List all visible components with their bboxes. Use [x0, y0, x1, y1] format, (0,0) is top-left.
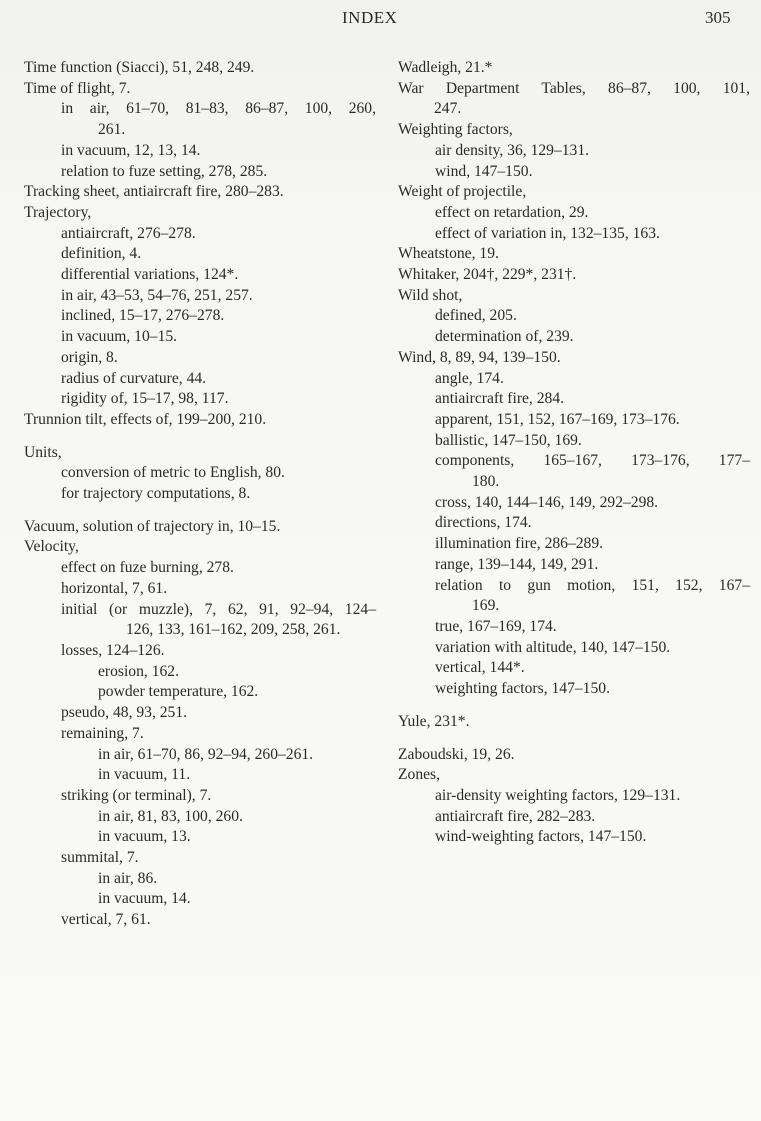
- entry-text: Time function (Siacci), 51, 248, 249.: [24, 59, 255, 76]
- entry-text: relation to fuze setting, 278, 285.: [61, 162, 268, 180]
- entry-text: Time of flight, 7.: [24, 79, 131, 97]
- entry-text: Wadleigh, 21.*: [398, 59, 493, 76]
- entry-text: inclined, 15–17, 276–278.: [61, 307, 225, 325]
- index-column-right: [398, 58, 750, 848]
- entry-text: illumination fire, 286–289.: [435, 535, 604, 553]
- index-entry-main: [398, 244, 750, 265]
- index-subentry: [24, 641, 376, 662]
- index-entry-main: [24, 517, 376, 538]
- index-entry-continuation: [398, 596, 750, 617]
- entry-text: Tracking sheet, antiaircraft fire, 280–283.: [24, 183, 284, 201]
- index-subentry: [24, 484, 376, 505]
- entry-text: origin, 8.: [61, 348, 118, 366]
- entry-text: 126, 133, 161–162, 209, 258, 261.: [126, 621, 341, 639]
- index-subentry: [398, 451, 750, 472]
- entry-text: Vacuum, solution of trajectory in, 10–15.: [24, 517, 281, 535]
- index-subentry: [398, 162, 750, 183]
- index-entry-main: [24, 410, 376, 431]
- entry-text: in vacuum, 12, 13, 14.: [61, 141, 201, 159]
- entry-text: cross, 140, 144–146, 149, 292–298.: [435, 493, 659, 511]
- index-subentry: [398, 513, 750, 534]
- entry-text: Zones,: [398, 766, 441, 784]
- index-entry-continuation: [24, 120, 376, 141]
- entry-text: Wheatstone, 19.: [398, 245, 499, 263]
- entry-text: defined, 205.: [435, 307, 517, 325]
- entry-text: initial (or muzzle), 7, 62, 91, 92–94, 124–: [61, 600, 376, 618]
- index-subentry: [24, 348, 376, 369]
- index-subentry: [398, 327, 750, 348]
- entry-text: ballistic, 147–150, 169.: [435, 431, 582, 449]
- index-entry-main: [24, 537, 376, 558]
- index-subsubentry: [24, 662, 376, 683]
- section-gap: [398, 733, 750, 745]
- entry-text: wind-weighting factors, 147–150.: [435, 828, 647, 846]
- index-entry-main: [398, 120, 750, 141]
- entry-text: Yule, 231*.: [398, 712, 470, 730]
- entry-text: air-density weighting factors, 129–131.: [435, 786, 681, 804]
- entry-text: components, 165–167, 173–176, 177–: [435, 452, 750, 470]
- index-entry-main: [398, 79, 750, 100]
- entry-text: range, 139–144, 149, 291.: [435, 555, 599, 573]
- entry-text: remaining, 7.: [61, 724, 144, 742]
- entry-text: Trajectory,: [24, 203, 92, 221]
- index-subentry: [398, 638, 750, 659]
- index-entry-continuation: [398, 472, 750, 493]
- entry-text: air density, 36, 129–131.: [435, 141, 590, 159]
- index-subentry: [24, 286, 376, 307]
- index-subentry: [24, 558, 376, 579]
- index-subentry: [24, 224, 376, 245]
- entry-text: in air, 81, 83, 100, 260.: [98, 807, 243, 825]
- section-gap: [24, 431, 376, 443]
- index-subentry: [24, 389, 376, 410]
- page-number: 305: [705, 8, 731, 27]
- entry-text: in vacuum, 11.: [98, 766, 191, 784]
- entry-text: losses, 124–126.: [61, 641, 165, 659]
- entry-text: determination of, 239.: [435, 328, 574, 346]
- index-subentry: [24, 910, 376, 931]
- entry-text: apparent, 151, 152, 167–169, 173–176.: [435, 410, 680, 428]
- index-subentry: [398, 827, 750, 848]
- index-entry-main: [24, 79, 376, 100]
- index-entry-main: [398, 265, 750, 286]
- entry-text: 247.: [434, 100, 462, 118]
- index-subentry: [398, 786, 750, 807]
- index-subentry: [398, 617, 750, 638]
- index-subentry: [398, 203, 750, 224]
- entry-text: radius of curvature, 44.: [61, 369, 207, 387]
- index-subentry: [24, 99, 376, 120]
- index-subentry: [24, 579, 376, 600]
- entry-text: weighting factors, 147–150.: [435, 680, 610, 698]
- index-subentry: [24, 306, 376, 327]
- entry-text: Wind, 8, 89, 94, 139–150.: [398, 348, 561, 366]
- index-subentry: [24, 265, 376, 286]
- index-subentry: [24, 848, 376, 869]
- section-gap: [24, 505, 376, 517]
- index-subentry: [398, 141, 750, 162]
- entry-text: effect on fuze burning, 278.: [61, 559, 234, 577]
- entry-text: variation with altitude, 140, 147–150.: [435, 638, 671, 656]
- entry-text: Weight of projectile,: [398, 183, 527, 201]
- entry-text: directions, 174.: [435, 514, 532, 532]
- entry-text: antiaircraft fire, 282–283.: [435, 807, 596, 825]
- index-subentry: [24, 327, 376, 348]
- index-subentry: [398, 431, 750, 452]
- index-entry-main: [24, 58, 376, 79]
- index-column-left: [24, 58, 376, 931]
- entry-text: rigidity of, 15–17, 98, 117.: [61, 390, 229, 408]
- index-subsubentry: [24, 889, 376, 910]
- entry-text: Whitaker, 204†, 229*, 231†.: [398, 266, 577, 284]
- index-subentry: [24, 463, 376, 484]
- index-entry-main: [24, 443, 376, 464]
- index-subentry: [398, 369, 750, 390]
- entry-text: War Department Tables, 86–87, 100, 101,: [398, 79, 750, 97]
- index-entry-main: [398, 712, 750, 733]
- index-subentry: [398, 807, 750, 828]
- index-subentry: [398, 576, 750, 597]
- entry-text: effect on retardation, 29.: [435, 203, 589, 221]
- entry-text: 261.: [98, 121, 126, 139]
- entry-text: antiaircraft fire, 284.: [435, 390, 565, 408]
- index-subentry: [398, 389, 750, 410]
- entry-text: erosion, 162.: [98, 662, 179, 680]
- index-subentry: [24, 162, 376, 183]
- entry-text: in air, 61–70, 86, 92–94, 260–261.: [98, 745, 314, 763]
- section-gap: [398, 700, 750, 712]
- entry-text: Units,: [24, 443, 62, 461]
- entry-text: striking (or terminal), 7.: [61, 786, 212, 804]
- index-subentry: [24, 786, 376, 807]
- index-subentry: [398, 224, 750, 245]
- entry-text: summital, 7.: [61, 849, 139, 867]
- index-subsubentry: [24, 807, 376, 828]
- index-subentry: [24, 369, 376, 390]
- entry-text: 180.: [472, 473, 500, 491]
- entry-text: definition, 4.: [61, 245, 142, 263]
- running-title: INDEX: [342, 8, 398, 27]
- entry-text: vertical, 144*.: [435, 659, 525, 677]
- index-entry-continuation: [398, 99, 750, 120]
- entry-text: Velocity,: [24, 538, 79, 556]
- index-subentry: [24, 703, 376, 724]
- index-subentry: [398, 555, 750, 576]
- index-subsubentry: [24, 765, 376, 786]
- entry-text: antiaircraft, 276–278.: [61, 224, 196, 242]
- index-entry-main: [24, 203, 376, 224]
- entry-text: horizontal, 7, 61.: [61, 579, 168, 597]
- entry-text: in vacuum, 14.: [98, 890, 191, 908]
- index-entry-main: [398, 182, 750, 203]
- index-entry-main: [398, 58, 750, 79]
- entry-text: Zaboudski, 19, 26.: [398, 745, 515, 763]
- index-entry-main: [398, 745, 750, 766]
- index-subentry: [24, 724, 376, 745]
- entry-text: angle, 174.: [435, 369, 504, 387]
- entry-text: powder temperature, 162.: [98, 683, 259, 701]
- index-subsubentry: [24, 869, 376, 890]
- index-subsubentry: [24, 682, 376, 703]
- index-subentry: [398, 658, 750, 679]
- entry-text: in vacuum, 10–15.: [61, 328, 178, 346]
- entry-text: Weighting factors,: [398, 121, 513, 139]
- index-entry-main: [398, 286, 750, 307]
- entry-text: in air, 61–70, 81–83, 86–87, 100, 260,: [61, 100, 376, 118]
- entry-text: vertical, 7, 61.: [61, 911, 151, 929]
- entry-text: in vacuum, 13.: [98, 828, 191, 846]
- index-subsubentry: [24, 827, 376, 848]
- index-entry-main: [398, 348, 750, 369]
- index-subentry: [398, 493, 750, 514]
- entry-text: pseudo, 48, 93, 251.: [61, 704, 188, 722]
- index-subentry: [24, 244, 376, 265]
- index-entry-continuation: [24, 620, 376, 641]
- entry-text: in air, 86.: [98, 869, 158, 887]
- entry-text: wind, 147–150.: [435, 162, 533, 180]
- running-head: [0, 8, 761, 32]
- entry-text: differential variations, 124*.: [61, 266, 239, 284]
- index-entry-main: [398, 765, 750, 786]
- index-subentry: [24, 600, 376, 621]
- entry-text: 169.: [472, 597, 500, 615]
- entry-text: relation to gun motion, 151, 152, 167–: [435, 576, 750, 594]
- entry-text: Trunnion tilt, effects of, 199–200, 210.: [24, 410, 267, 428]
- entry-text: for trajectory computations, 8.: [61, 485, 251, 503]
- entry-text: conversion of metric to English, 80.: [61, 464, 285, 482]
- entry-text: effect of variation in, 132–135, 163.: [435, 224, 660, 242]
- index-subentry: [398, 534, 750, 555]
- index-subentry: [398, 679, 750, 700]
- index-subentry: [398, 410, 750, 431]
- entry-text: in air, 43–53, 54–76, 251, 257.: [61, 286, 253, 304]
- index-subentry: [24, 141, 376, 162]
- index-subentry: [398, 306, 750, 327]
- index-subsubentry: [24, 745, 376, 766]
- entry-text: true, 167–169, 174.: [435, 617, 557, 635]
- entry-text: Wild shot,: [398, 286, 463, 304]
- index-entry-main: [24, 182, 376, 203]
